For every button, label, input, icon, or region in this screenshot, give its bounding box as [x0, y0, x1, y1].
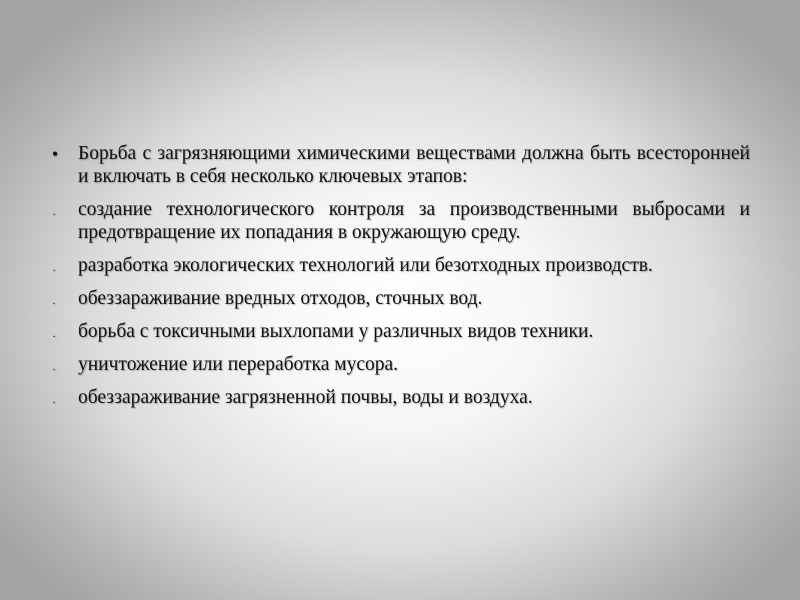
sub-bullet-text: обеззараживание вредных отходов, сточных вод. — [78, 288, 483, 309]
slide-body — [0, 142, 800, 419]
sub-bullet-item — [52, 320, 750, 343]
main-bullet-item — [51, 142, 750, 188]
sub-bullet-text: разработка экологических технологий или безотходных производств. — [78, 255, 653, 276]
bullet-dot-icon: · — [52, 395, 56, 409]
sub-bullet-text: борьба с токсичными выхлопами у различных видов техники. — [78, 321, 594, 342]
bullet-dot-icon: · — [52, 329, 56, 343]
bullet-dot-icon: • — [51, 144, 59, 164]
sub-bullet-text: уничтожение или переработка мусора. — [78, 354, 399, 375]
sub-bullet-item — [52, 254, 750, 277]
sub-bullet-item — [52, 287, 750, 310]
sub-bullet-item — [52, 386, 750, 409]
sub-bullet-text: создание технологического контроля за производственными выбросами и предотвращение их попадания в окружающую среду. — [78, 199, 750, 243]
bullet-dot-icon: · — [52, 263, 56, 277]
sub-bullet-item — [52, 353, 750, 376]
bullet-dot-icon: · — [52, 207, 56, 221]
sub-bullet-text: обеззараживание загрязненной почвы, воды и воздуха. — [78, 387, 533, 408]
sub-bullet-item — [52, 198, 750, 244]
bullet-dot-icon: · — [52, 362, 56, 376]
bullet-dot-icon: · — [52, 296, 56, 310]
main-bullet-text: Борьба с загрязняющими химическими веществами должна быть всесторонней и включать в себя несколько ключевых этапов: — [78, 143, 750, 187]
